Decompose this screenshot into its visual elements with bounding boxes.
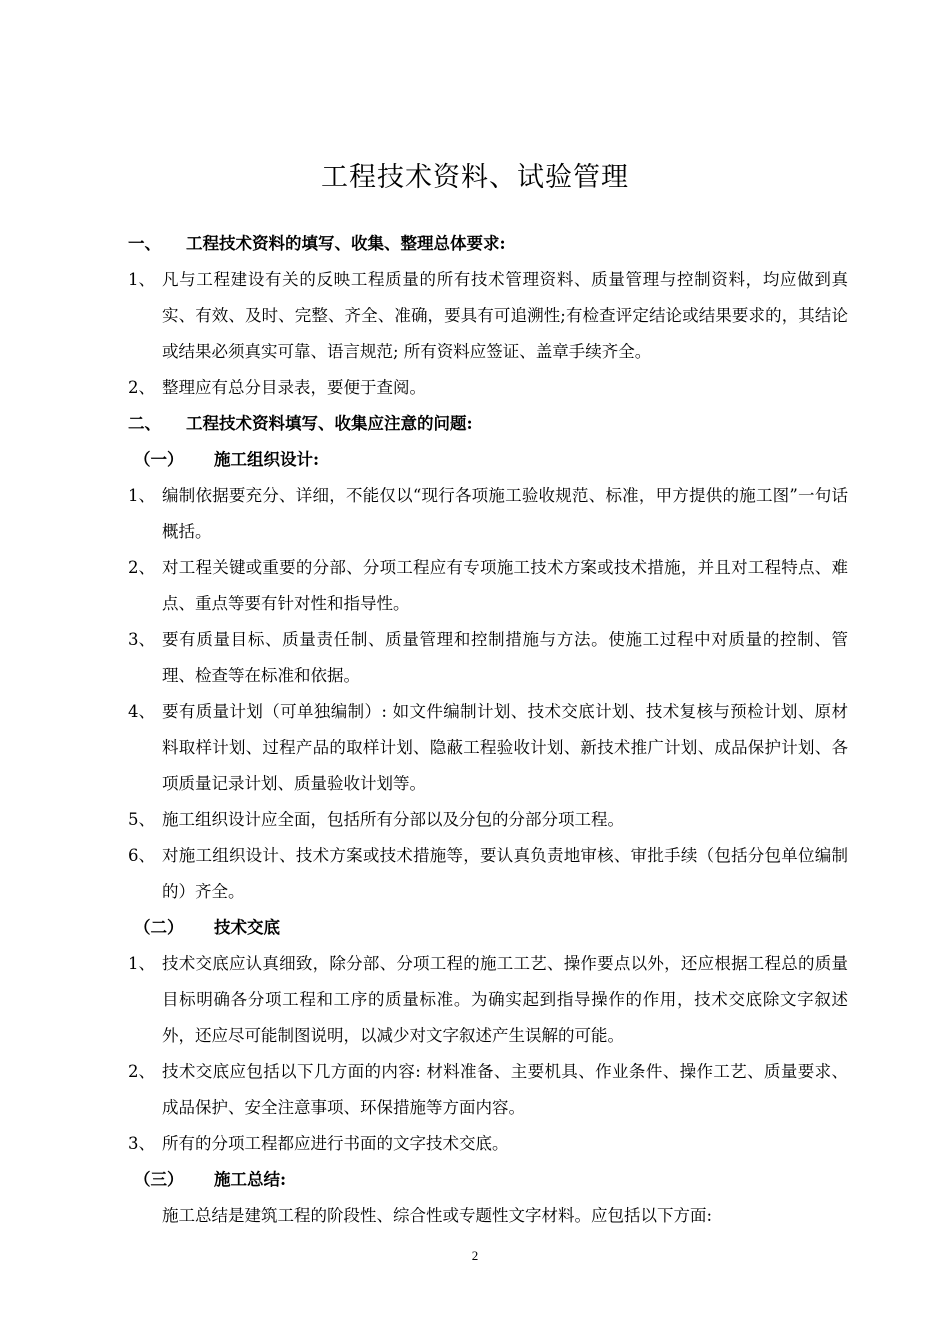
section-title: 工程技术资料的填写、收集、整理总体要求: (186, 234, 506, 253)
subsection-heading-3 (128, 1162, 848, 1198)
list-item (128, 370, 848, 406)
subsection-number: （二） (134, 918, 184, 937)
item-text: 编制依据要充分、详细，不能仅以“现行各项施工验收规范、标准，甲方提供的施工图”一句话概括。 (162, 486, 848, 541)
item-number: 4、 (128, 702, 155, 721)
item-number: 3、 (128, 1134, 155, 1153)
item-number: 1、 (128, 954, 155, 973)
paragraph: 施工总结是建筑工程的阶段性、综合性或专题性文字材料。应包括以下方面: (162, 1206, 713, 1225)
item-number: 1、 (128, 270, 155, 289)
item-text: 整理应有总分目录表，要便于查阅。 (162, 378, 426, 397)
item-text: 技术交底应认真细致，除分部、分项工程的施工工艺、操作要点以外，还应根据工程总的质量目标明确各分项工程和工序的质量标准。为确实起到指导操作的作用，技术交底除文字叙述外，还应尽可能制图说明，以减少对文字叙述产生误解的可能。 (162, 954, 848, 1045)
section-title: 工程技术资料填写、收集应注意的问题: (186, 414, 473, 433)
subsection-heading-2 (128, 910, 848, 946)
item-text: 对工程关键或重要的分部、分项工程应有专项施工技术方案或技术措施，并且对工程特点、难点、重点等要有针对性和指导性。 (162, 558, 848, 613)
item-number: 2、 (128, 558, 155, 577)
section-heading-2 (128, 406, 848, 442)
document-body (128, 226, 848, 1234)
subsection-title: 施工总结: (214, 1170, 287, 1189)
item-text: 对施工组织设计、技术方案或技术措施等，要认真负责地审核、审批手续（包括分包单位编制的）齐全。 (162, 846, 848, 901)
subsection-heading-1 (128, 442, 848, 478)
item-number: 6、 (128, 846, 155, 865)
section-heading-1 (128, 226, 848, 262)
subsection-title: 施工组织设计: (214, 450, 320, 469)
item-number: 3、 (128, 630, 155, 649)
list-item (128, 1054, 848, 1126)
subsection-number: （三） (134, 1170, 184, 1189)
list-item (128, 478, 848, 550)
item-number: 5、 (128, 810, 155, 829)
list-item (128, 1126, 848, 1162)
section-number: 一、 (128, 234, 161, 253)
list-item (128, 694, 848, 802)
page-title: 工程技术资料、试验管理 (321, 162, 629, 193)
list-item (128, 622, 848, 694)
list-item (128, 262, 848, 370)
page-number: 2 (471, 1248, 479, 1263)
list-item (128, 838, 848, 910)
section-number: 二、 (128, 414, 161, 433)
item-text: 所有的分项工程都应进行书面的文字技术交底。 (162, 1134, 509, 1153)
item-text: 凡与工程建设有关的反映工程质量的所有技术管理资料、质量管理与控制资料，均应做到真实、有效、及时、完整、齐全、准确，要具有可追溯性;有检查评定结论或结果要求的，其结论或结果必须真实可靠、语言规范; 所有资料应签证、盖章手续齐全。 (162, 270, 848, 361)
item-number: 2、 (128, 378, 155, 397)
item-number: 2、 (128, 1062, 155, 1081)
subsection-number: （一） (134, 450, 184, 469)
item-text: 要有质量计划（可单独编制）: 如文件编制计划、技术交底计划、技术复核与预检计划、原材料取样计划、过程产品的取样计划、隐蔽工程验收计划、新技术推广计划、成品保护计划、各项质量记录计划、质量验收计划等。 (162, 702, 848, 793)
list-item (128, 946, 848, 1054)
item-text: 要有质量目标、质量责任制、质量管理和控制措施与方法。使施工过程中对质量的控制、管理、检查等在标准和依据。 (162, 630, 848, 685)
item-text: 施工组织设计应全面，包括所有分部以及分包的分部分项工程。 (162, 810, 624, 829)
item-number: 1、 (128, 486, 155, 505)
list-item (128, 550, 848, 622)
item-text: 技术交底应包括以下几方面的内容: 材料准备、主要机具、作业条件、操作工艺、质量要求、成品保护、安全注意事项、环保措施等方面内容。 (162, 1062, 848, 1117)
list-item (128, 802, 848, 838)
subsection-title: 技术交底 (214, 918, 280, 937)
